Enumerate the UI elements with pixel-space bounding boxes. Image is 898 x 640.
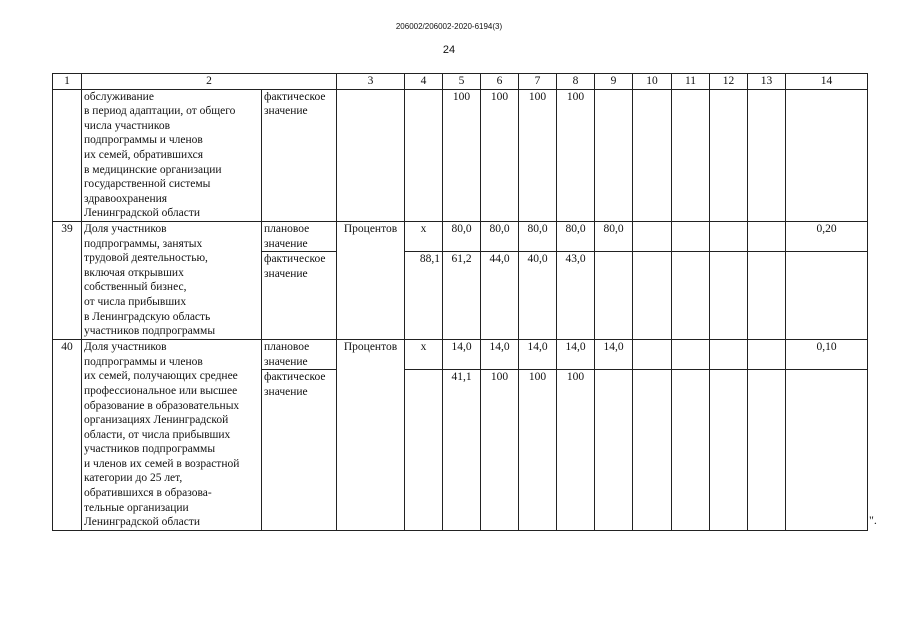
- indicators-table: [52, 73, 868, 531]
- value-cell: [595, 89, 633, 221]
- value-cell: 40,0: [519, 252, 557, 340]
- unit-cell: Процентов: [337, 340, 405, 531]
- indicator-cell: Доля участников подпрограммы и членов их семей, получающих среднее профессиональное или высшее образование в образовательных организациях Ленинградской области, от числа прибывших участников подпрограммы и членов их семей в возрастной категории до 25 лет, обратившихся в образова- тельные организации Ленинградской области: [82, 340, 262, 531]
- value-cell: [672, 340, 710, 370]
- value-cell: [710, 221, 748, 251]
- value-cell: [748, 370, 786, 530]
- value-cell: x: [405, 221, 443, 251]
- column-header-row: [53, 74, 868, 90]
- value-cell: [595, 370, 633, 530]
- col-header-2: 2: [82, 74, 337, 90]
- col-header-7: 7: [519, 74, 557, 90]
- col-header-12: 12: [710, 74, 748, 90]
- col-header-13: 13: [748, 74, 786, 90]
- value-cell: [633, 370, 672, 530]
- value-cell: [672, 370, 710, 530]
- unit-cell: Процентов: [337, 221, 405, 339]
- value-cell: 0,20: [786, 221, 868, 251]
- value-cell: [672, 221, 710, 251]
- unit-cell: [337, 89, 405, 221]
- col-header-3: 3: [337, 74, 405, 90]
- value-cell: [710, 89, 748, 221]
- value-cell: [748, 252, 786, 340]
- value-type-cell: плановое значение: [262, 221, 337, 251]
- value-cell: [633, 340, 672, 370]
- value-cell: 88,1: [405, 252, 443, 340]
- value-cell: 80,0: [595, 221, 633, 251]
- col-header-11: 11: [672, 74, 710, 90]
- value-cell: 14,0: [557, 340, 595, 370]
- value-cell: 0,10: [786, 340, 868, 370]
- value-cell: [710, 252, 748, 340]
- value-cell: [786, 252, 868, 340]
- indicator-cell: Доля участников подпрограммы, занятых трудовой деятельностью, включая открывших собственный бизнес, от числа прибывших в Ленинградскую область участников подпрограммы: [82, 221, 262, 339]
- table-row: [53, 89, 868, 221]
- value-cell: [748, 340, 786, 370]
- value-cell: [748, 89, 786, 221]
- value-cell: 100: [557, 370, 595, 530]
- value-cell: 100: [481, 89, 519, 221]
- value-cell: 100: [443, 89, 481, 221]
- row-number-cell: 39: [53, 221, 82, 339]
- value-cell: 100: [557, 89, 595, 221]
- value-type-cell: фактическое значение: [262, 89, 337, 221]
- value-cell: 14,0: [595, 340, 633, 370]
- value-cell: 41,1: [443, 370, 481, 530]
- value-cell: [405, 89, 443, 221]
- value-cell: 80,0: [519, 221, 557, 251]
- col-header-4: 4: [405, 74, 443, 90]
- page-number: 24: [442, 44, 456, 56]
- col-header-14: 14: [786, 74, 868, 90]
- value-type-cell: фактическое значение: [262, 252, 337, 340]
- value-cell: 100: [519, 370, 557, 530]
- value-cell: [672, 89, 710, 221]
- value-cell: x: [405, 340, 443, 370]
- value-cell: [710, 340, 748, 370]
- col-header-5: 5: [443, 74, 481, 90]
- value-cell: 100: [519, 89, 557, 221]
- row-number-cell: 40: [53, 340, 82, 531]
- value-cell: [786, 370, 868, 530]
- value-cell: 14,0: [519, 340, 557, 370]
- col-header-9: 9: [595, 74, 633, 90]
- value-cell: 44,0: [481, 252, 519, 340]
- value-cell: [405, 370, 443, 530]
- col-header-8: 8: [557, 74, 595, 90]
- value-cell: 61,2: [443, 252, 481, 340]
- value-cell: [633, 221, 672, 251]
- value-cell: 14,0: [481, 340, 519, 370]
- document-id: 206002/206002-2020-6194(3): [395, 22, 503, 31]
- value-type-cell: плановое значение: [262, 340, 337, 370]
- table-row: [53, 340, 868, 370]
- value-cell: [710, 370, 748, 530]
- value-cell: 100: [481, 370, 519, 530]
- col-header-6: 6: [481, 74, 519, 90]
- closing-quote: ".: [869, 513, 877, 527]
- value-cell: [633, 252, 672, 340]
- value-cell: 14,0: [443, 340, 481, 370]
- col-header-10: 10: [633, 74, 672, 90]
- table-row: [53, 221, 868, 251]
- indicator-cell: обслуживание в период адаптации, от общего числа участников подпрограммы и членов их семей, обратившихся в медицинские организации государственной системы здравоохранения Ленинградской области: [82, 89, 262, 221]
- row-number-cell: [53, 89, 82, 221]
- value-cell: 80,0: [481, 221, 519, 251]
- value-cell: [786, 89, 868, 221]
- value-cell: [595, 252, 633, 340]
- value-cell: 80,0: [443, 221, 481, 251]
- value-cell: 80,0: [557, 221, 595, 251]
- value-cell: [748, 221, 786, 251]
- value-type-cell: фактическое значение: [262, 370, 337, 530]
- value-cell: [633, 89, 672, 221]
- value-cell: 43,0: [557, 252, 595, 340]
- value-cell: [672, 252, 710, 340]
- col-header-1: 1: [53, 74, 82, 90]
